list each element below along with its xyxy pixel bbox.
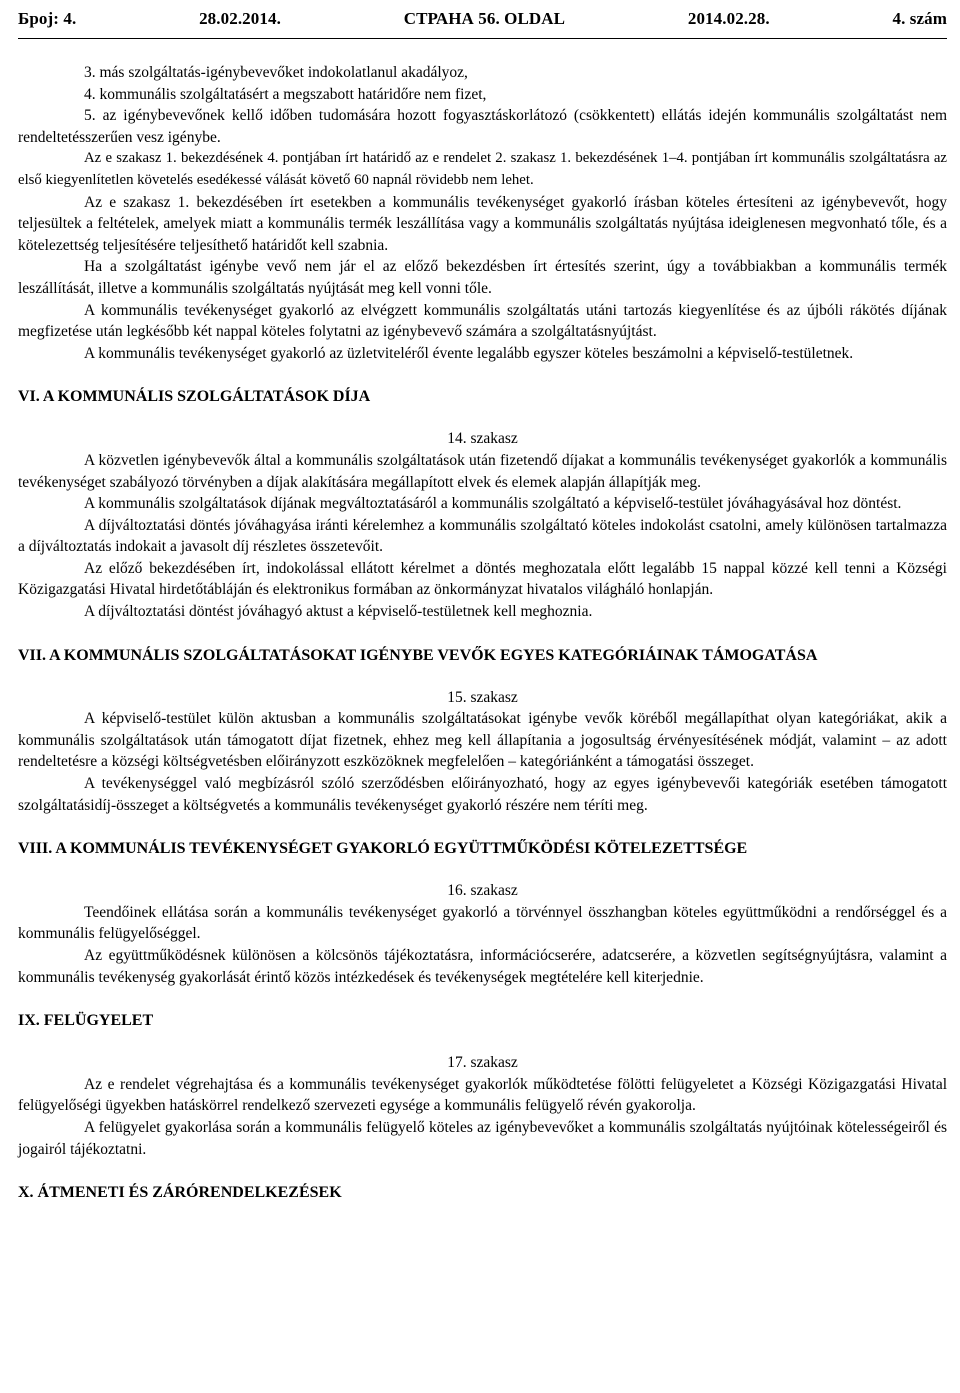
article-number: 16. szakasz: [447, 882, 518, 900]
date-sr: 28.02.2014.: [199, 9, 281, 28]
paragraph: A tevékenységgel való megbízásról szóló szerződésben előirányozható, hogy az egyes igénybevevői kategóriák esetében támogatott szolgáltatásidíj-összeget a költségvetés a kommunális tevékenységet gyakorló részére nem téríti meg.: [18, 775, 947, 814]
section-heading: IX. FELÜGYELET: [18, 1012, 154, 1030]
paragraph: Ha a szolgáltatást igénybe vevő nem jár el az előző bekezdésben írt értesítés szerint, úgy a továbbiakban a kommunális termék leszállítását, illetve a kommunális szolgáltatás nyújtását meg kell vonni tőle.: [18, 258, 947, 297]
paragraph: A kommunális tevékenységet gyakorló az üzletviteléről évente legalább egyszer köteles beszámolni a képviselő-testületnek.: [84, 344, 854, 362]
paragraph: Az együttműködésnek különösen a kölcsönös tájékoztatásra, információcserére, adatcserére, a közvetlen segítségnyújtásra, valamint a kommunális tevékenység gyakorlását érintő közös intézkedések és tevékenységek megtételére kell kiterjednie.: [18, 947, 947, 986]
document-body: [18, 62, 947, 1204]
paragraph: Teendőinek ellátása során a kommunális tevékenységet gyakorló a törvénnyel összhangban köteles együttműködni a rendőrséggel és a kommunális felügyelőséggel.: [18, 903, 947, 943]
issue-number-sr: Број: 4.: [18, 9, 77, 28]
article-number: 17. szakasz: [447, 1054, 518, 1072]
paragraph: A képviselő-testület külön aktusban a kommunális szolgáltatásokat igénybe vevők köréből megállapíthat olyan kategóriákat, akik a kommunális szolgáltatások után támogatott díjat fizetnek, ehhez meg kell állapítania a jogosultság érvényesítésének módját, valamint – az adott rendeltetésre a községi költségvetésben előirányzott eszközöknek megfelelően – kategóriánként a támogatási összeget.: [18, 710, 947, 771]
paragraph: Az e rendelet végrehajtása és a kommunális tevékenységet gyakorlók működtetése fölötti felügyeletet a Községi Közigazgatási Hivatal felügyelőségi ügyekben hatáskörrel rendelkező szervezeti egysége a kommunális felügyelő révén gyakorolja.: [18, 1075, 947, 1115]
paragraph: A díjváltoztatási döntést jóváhagyó aktust a képviselő-testületnek kell meghoznia.: [84, 603, 593, 621]
document-page: [18, 0, 947, 1202]
section-heading: X. ÁTMENETI ÉS ZÁRÓRENDELKEZÉSEK: [18, 1184, 342, 1202]
page-header: [18, 0, 947, 39]
paragraph: A kommunális tevékenységet gyakorló az elvégzett kommunális szolgáltatás utáni tartozás kiegyenlítése és az újbóli rákötés díjának megfizetése után legkésőbb két nappal köteles folytatni az igénybevevő számára a szolgáltatásnyújtást.: [18, 301, 947, 341]
list-item: 5. az igénybevevőnek kellő időben tudomására hozott fogyasztáskorlátozó (csökkentett) ellátás idején kommunális szolgáltatást nem rendeltetésszerűen vesz igénybe.: [18, 107, 947, 146]
paragraph: A kommunális szolgáltatások díjának megváltoztatásáról a kommunális szolgáltató a képviselő-testület jóváhagyásával hoz döntést.: [84, 495, 902, 513]
paragraph: Az e szakasz 1. bekezdésének 4. pontjában írt határidő az e rendelet 2. szakasz 1. bekezdésének 1–4. pontjában írt kommunális szolgáltatásra az első kiegyenlítetlen követelés esedékessé válását követő 60 napnál rövidebb nem lehet.: [18, 150, 947, 188]
date-hu: 2014.02.28.: [687, 9, 770, 28]
section-heading: VIII. A KOMMUNÁLIS TEVÉKENYSÉGET GYAKORLÓ EGYÜTTMŰKÖDÉSI KÖTELEZETTSÉGE: [18, 840, 748, 858]
list-item: 4. kommunális szolgáltatásért a megszabott határidőre nem fizet,: [84, 85, 487, 103]
paragraph: A közvetlen igénybevevők által a kommunális szolgáltatások után fizetendő díjakat a kommunális tevékenységet gyakorlók a kommunális tevékenységet szabályozó törvényben a díjak alakítására megállapított elvek és elemek alapján állapítják meg.: [18, 451, 947, 491]
article-number: 14. szakasz: [447, 430, 518, 448]
paragraph: Az e szakasz 1. bekezdésében írt esetekben a kommunális tevékenységet gyakorló írásban köteles értesíteni az igénybevevőt, hogy teljesültek a feltételek, amelyek miatt a kommunális termék leszállítása vagy a kommunális szolgáltatás nyújtása ideiglenesen megvonható tőle, és a kötelezettség teljesítésére teljesíthető határidőt kell szabnia.: [18, 193, 947, 254]
paragraph: Az előző bekezdésében írt, indokolással ellátott kérelmet a döntés meghozatala előtt legalább 15 nappal közzé kell tenni a Községi Közigazgatási Hivatal hirdetőtábláján és elektronikus formában az önkormányzat hivatalos világháló honlapján.: [18, 559, 947, 599]
page-number: СТРАНА 56. OLDAL: [403, 9, 566, 28]
list-item: 3. más szolgáltatás-igénybevevőket indokolatlanul akadályoz,: [84, 64, 468, 81]
section-heading: VI. A KOMMUNÁLIS SZOLGÁLTATÁSOK DÍJA: [18, 388, 371, 406]
paragraph: A díjváltoztatási döntés jóváhagyása iránti kérelemhez a kommunális szolgáltató köteles indokolást csatolni, amely különösen tartalmazza a díjváltoztatás indokait a javasolt díj részletes összetevőit.: [18, 516, 947, 556]
issue-number-hu: 4. szám: [892, 9, 947, 28]
article-number: 15. szakasz: [447, 688, 518, 706]
paragraph: A felügyelet gyakorlása során a kommunális felügyelő köteles az igénybevevőket a kommunális szolgáltatás nyújtóinak kötelességeiről és jogairól tájékoztatni.: [18, 1118, 947, 1158]
section-heading: VII. A KOMMUNÁLIS SZOLGÁLTATÁSOKAT IGÉNYBE VEVŐK EGYES KATEGÓRIÁINAK TÁMOGATÁSA: [18, 646, 818, 664]
